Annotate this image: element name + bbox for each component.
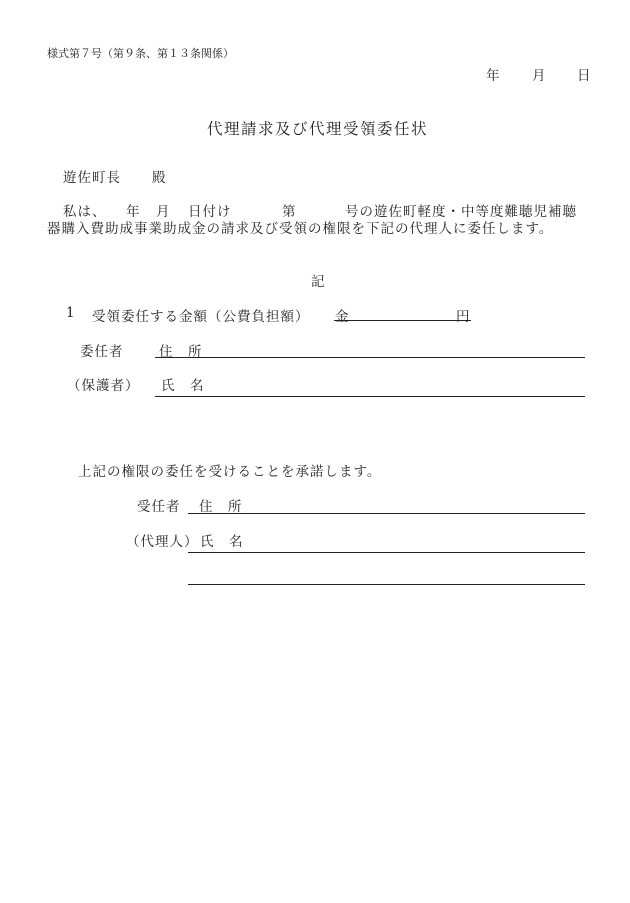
acceptance-statement: 上記の権限の委任を受けることを承諾します。 xyxy=(78,464,382,480)
body-line2: 器購入費助成事業助成金の請求及び受領の権限を下記の代理人に委任します。 xyxy=(47,221,554,237)
agent-role-note: （代理人） xyxy=(126,534,199,550)
mandator-address-label: 住 所 xyxy=(159,344,203,360)
form-number: 様式第７号（第９条、第１３条関係） xyxy=(47,47,234,60)
document-title: 代理請求及び代理受領委任状 xyxy=(207,120,429,138)
agent-name-label: 氏 名 xyxy=(200,534,244,550)
agent-name-field[interactable] xyxy=(188,552,585,553)
date-year-label: 年 xyxy=(486,68,501,84)
date-month-label: 月 xyxy=(532,68,547,84)
mandator-role-note: （保護者） xyxy=(67,378,140,394)
mandator-address-field[interactable] xyxy=(155,357,585,358)
agent-role: 受任者 xyxy=(137,499,181,515)
addressee-honorific: 殿 xyxy=(152,170,167,186)
body-date-suffix: 日付け xyxy=(188,204,232,220)
body-line1-rest: 号の遊佐町軽度・中等度難聴児補聴 xyxy=(345,204,577,220)
agent-address-label: 住 所 xyxy=(199,499,243,515)
mandator-name-field[interactable] xyxy=(155,396,585,397)
body-dai-label: 第 xyxy=(282,204,297,220)
item1-label: 受領委任する金額（公費負担額） xyxy=(92,309,310,325)
amount-underline[interactable] xyxy=(334,320,471,321)
body-month-label: 月 xyxy=(156,204,171,220)
mandator-name-label: 氏 名 xyxy=(161,378,205,394)
body-watashi: 私は、 xyxy=(63,204,107,220)
body-year-label: 年 xyxy=(126,204,141,220)
ki-heading: 記 xyxy=(311,274,326,290)
item1-number: 1 xyxy=(66,305,76,321)
date-day-label: 日 xyxy=(577,68,592,84)
amount-kin-label: 金 xyxy=(335,309,350,325)
agent-extra-field[interactable] xyxy=(188,584,585,585)
amount-en-label: 円 xyxy=(456,309,471,325)
agent-address-field[interactable] xyxy=(188,513,585,514)
addressee-name: 遊佐町長 xyxy=(63,170,121,186)
mandator-role: 委任者 xyxy=(80,344,124,360)
